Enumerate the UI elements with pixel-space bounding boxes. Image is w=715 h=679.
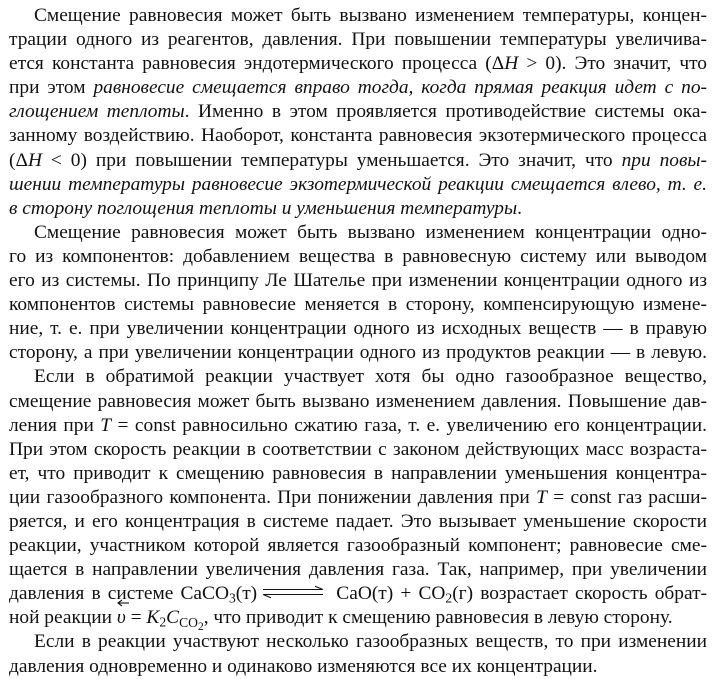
reaction-line: давления в системе CaCO$_3$(т) $CaO(т) + CO_2(г)$ возрастает скорость обрат- [9, 583, 707, 606]
text-line: его из системы. По принципу Ле Шателье при изменении концентрации одного из [9, 270, 707, 292]
rate-equation-line: ной реакции $\upsilon = K_2C_{CO_2}$, что приводит к смещению равновесия в левую сторону. [9, 606, 707, 630]
text-line: глощением теплоты. Именно в этом проявляется противодействие системы ока- [9, 101, 707, 123]
text-line: при этом равновесие смещается вправо тогда, когда прямая реакция идет с по- [9, 77, 707, 99]
text-line: ет, что приводит к смещению равновесия в направлении уменьшения концентра- [9, 462, 707, 484]
left-arrow-icon [117, 599, 130, 607]
text-line: сторону, а при увеличении концентрации одного из продуктов реакции — в левую. [9, 342, 707, 364]
text-line: Если в обратимой реакции участвует хотя бы одно газообразное вещество, [34, 366, 707, 388]
text-line: ние, т. е. при увеличении концентрации одного из исходных веществ — в правую [9, 318, 707, 340]
text-line: шении температуры равновесие экзотермической реакции смещается влево, т. е. [9, 173, 707, 195]
text-line: Если в реакции участвуют несколько газообразных веществ, то при изменении [34, 631, 707, 653]
text-line: занному воздействию. Наоборот, константа равновесия экзотермического процесса [9, 125, 707, 147]
text-line: ется константа равновесия эндотермического процесса (ΔH > 0). Это значит, что [9, 53, 707, 75]
equilibrium-arrows-icon [261, 585, 325, 599]
text-line: При этом скорость реакции в соответствии с законом действующих масс возраста- [9, 438, 707, 460]
text-line: Смещение равновесия может быть вызвано изменением температуры, концен- [34, 5, 707, 26]
text-line: щается в направлении увеличения давления газа. Так, например, при увеличении [9, 559, 707, 581]
text-line: смещение равновесия может быть вызвано изменением давления. Повышение дав- [9, 390, 707, 412]
text-line: компонентов системы равновесие меняется в сторону, компенсирующую измене- [9, 294, 707, 316]
text-line: ления при T = const равносильно сжатию газа, т. е. увеличению его концентрации. [9, 414, 707, 436]
text-line: в сторону поглощения теплоты и уменьшения температуры. [9, 197, 522, 219]
reverse-rate-symbol: υ [117, 606, 126, 630]
text-line: реакции, участником которой является газообразный компонент; равновесие сме- [9, 535, 707, 557]
text-line: ряется, и его концентрация в системе падает. Это вызывает уменьшение скорости [9, 510, 707, 532]
text-line: Смещение равновесия может быть вызвано изменением концентрации одно- [34, 221, 707, 243]
text-line: давления одновременно и одинаково изменяются все их концентрации. [9, 655, 598, 677]
text-line: (ΔH < 0) при повышении температуры уменьшается. Это значит, что при повы- [9, 149, 707, 171]
text-line: ции газообразного компонента. При понижении давления при T = const газ расши- [9, 486, 707, 508]
text-line: го из компонентов: добавлением вещества в равновесную систему или выводом [9, 245, 707, 267]
text-line: трации одного из реагентов, давления. При повышении температуры увеличива- [9, 29, 707, 51]
